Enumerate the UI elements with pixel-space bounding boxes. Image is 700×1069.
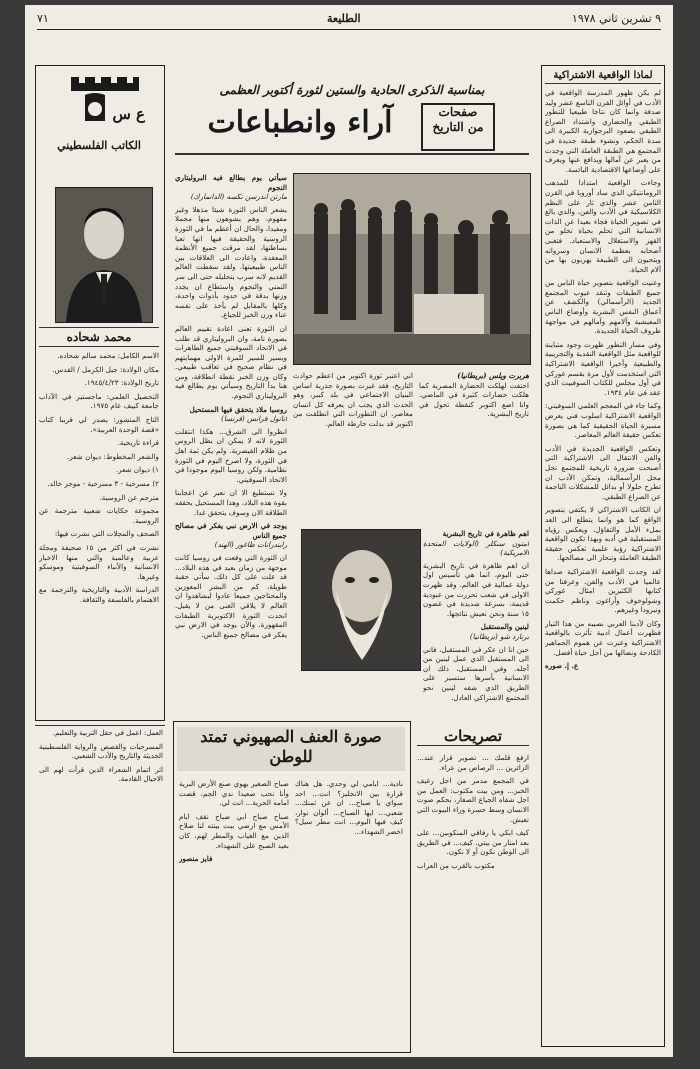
bio-item: التحصيل العلمي: ماجستير في الآداب جامعة كييف عام ١٩٧٥. bbox=[39, 391, 159, 411]
banner-rule bbox=[175, 153, 529, 155]
issue-date: ٩ تشرين ثاني ١٩٧٨ bbox=[571, 12, 661, 25]
right-p5: وكما جاء في المعجم العلمي السوفيتي: الواقعية الاشتراكية اسلوب فني يعرض مسيرة الحياة الحقيقية كما هي بصورة تعكس حقيقة العالم المعاصر. bbox=[545, 401, 661, 440]
quote1-p2: ان الثورة تعنى اعادة تقييم العالم بصورة تامة، وان البروليتاري قد طلب في الاتحاد السوفيتي جميع الطاهرات ويسير للسير للمرة الاولى مهمايتهم في نظام صحيح في تعاقب طبيعي. وكان وزن الخبز نقطة انطلاقة، ومن هنا بدأ التاريخ وسيأتي يوم يطالع فيه البروليتاري النجوم. bbox=[175, 323, 287, 401]
right-p8: لقد وجدت الواقعية الاشتراكية صداها عالميا في الأدب والفن، وعرفنا من كتابها الكثيرين امثال غوركي وشولوخوف وأراغون وناظم حكمت ونيرودا وغيرهم. bbox=[545, 566, 661, 615]
quotes-column-mid-top bbox=[293, 371, 413, 521]
declarations-p1: ارفع قلمك ... تصوير قرار عند... الزائرين ... الرصاص من عراء. bbox=[417, 753, 529, 772]
right-article bbox=[545, 69, 661, 1041]
right-signature: ع. إ. صوره bbox=[545, 661, 579, 671]
quotes-column-left-bottom bbox=[423, 529, 529, 719]
declarations-p2: في المجمع مدمر من اجل رغيف الخبز... ومن بيت مكتوب: العمل من اجل شفاه الجياع الصغار، بحكم صوت الانسان وسط حسرة وراء البيوت التي تعيش. bbox=[417, 776, 529, 824]
bio-item: الاسم الكامل: محمد سالم شحاده. bbox=[57, 351, 159, 360]
logo-text: ع س bbox=[112, 105, 145, 123]
poem-p2: صباح صباح ابي صباح نقف ايام الأمس مع ارضي بيت بينته لنا صلاح الذين مع الغياب والمطر لهم، كان بعيد الصبح على الشهداء. bbox=[179, 811, 289, 850]
revolution-painting-photo bbox=[293, 173, 531, 365]
bio-item: قراءة تاريخية. bbox=[117, 438, 159, 448]
quote1-heading: سيأتي يوم يطالع فيه البروليتاري النجوم bbox=[175, 173, 287, 192]
quote3-p1: ان الثورة التي وقعت في روسيا كانت موجهة من زمان بعيد في هذه البلاد... قد علت على كل ذلك. سأتي حقبة طويلة، كم من البشر المعوزين والمحتاجين جميعا عادوا ليشاهدوا ان العالم لا يلاقي الغنى من لا يقبل. انحدت الثورة الاكتوبرية الطبقات المقهورة. والآن يوجد في الارض نبي يفكر في مصالح جميع الناس. bbox=[175, 552, 287, 639]
right-p9: وكان لأدبنا العربي نصيبه من هذا التيار فظهرت أعمال ادبية تأثرت بالواقعية الاشتراكية وعبرت عن هموم الجماهير الكادحة ونضالها من أجل حياة أفضل. bbox=[545, 618, 661, 657]
quote2-p2: ولا نستطيع الا ان نعبر عن اعجابنا بقوة هذه البلاد، وهذا المستحيل يحققه الطلاقة الان وسوف يتحقق غدا. bbox=[175, 488, 287, 517]
bio-item: ١) ديوان شعر. bbox=[115, 465, 159, 475]
declarations-text bbox=[417, 753, 529, 1049]
sinclair-p1: ان اهم ظاهرة في تاريخ البشرية حتى اليوم، انما هي تأسيس اول دولة عمالية في العالم. وقد ظهرت الاولى في شعب تحررت من عبودية قديمة، بسرعة شديدة في غضون ١٥ سنة ونحن نعيش نتائجها. bbox=[423, 560, 529, 618]
quote2-p1: انظروا الى الشرق... هكذا انتقلت الثورة لانه لا يمكن ان يظل الروس من ظلام القيصرية. ولم يكن ثمة اهل في الثورة، ولا اصرخ اليوم في الثورة نظامية. ولكن روسيا اليوم موجودا في الاتحاد السوفيتي. bbox=[175, 426, 287, 484]
banner-subtitle: بمناسبة الذكرى الحادية والستين لثورة أكتوبر العظمى bbox=[219, 83, 485, 97]
right-p6: وتعكس الواقعية الجديدة في الأدب والفن الانتقال الى الاشتراكية التي أصبحت ضرورة تاريخية للمجتمع تحل محل الرأسمالية، وتمكن الأدب ان تطرح حلولا أو بدائل للمشكلات الناجمة عن الصراع الطبقي. bbox=[545, 443, 661, 501]
author-bio bbox=[39, 351, 159, 715]
history-pages-box bbox=[421, 103, 495, 151]
poem-p1: صباح الصغير يهوي صنع الأرض البرية وأنا نحب صعيدا ندي الجم، قضت امامه الحرية... انت لي. bbox=[179, 779, 289, 808]
bio-item: الدراسة الأدبية والتاريخية والترجمة مع الاهتمام بالفلسفة والثقافة. bbox=[39, 585, 159, 604]
author-portrait bbox=[55, 187, 153, 323]
newspaper-page bbox=[25, 5, 673, 1057]
banner-title: آراء وانطباعات bbox=[207, 105, 393, 140]
bio-item: مجموعة حكايات شعبية مترجمة عن الروسية. bbox=[39, 506, 159, 525]
page-number: ٧١ bbox=[37, 12, 49, 25]
shaw-heading: لينين والمستقبل bbox=[480, 622, 529, 632]
quotes-column-right bbox=[175, 173, 287, 713]
left-bottom-text bbox=[39, 729, 163, 1049]
wells-heading: هربرت ويلس (بريطانيا) bbox=[457, 371, 529, 380]
poem-title: صورة العنف الصهيوني تمتد للوطن bbox=[177, 727, 405, 771]
poem-signature: فايز منصور bbox=[179, 854, 213, 864]
union-name: الكاتب الفلسطيني bbox=[57, 139, 141, 152]
history-box-line2: من التاريخ bbox=[432, 120, 484, 134]
author-name: محمد شحاده bbox=[39, 327, 159, 347]
sinclair-author: امتون سنكلر (الولايات المتحدة الامريكية) bbox=[423, 538, 529, 558]
right-article-title: لماذا الواقعية الاشتراكية bbox=[545, 69, 661, 84]
bio-item: مكان الولادة: جبل الكرمل / القدس. bbox=[52, 364, 159, 374]
bio-item: التاج المنشور: يصدر لي قريبا كتاب «قصة الوحدة العربية». bbox=[39, 414, 159, 434]
wells-p2: اني اعتبر ثورة اكتوبر من اعظم حوادث التاريخ، فقد غيرت بصورة جذرية اساس البنيان الاجتماعي في بلد كبير، وهو الحدث الذي يجب ان يعرفه كل انسان معاصر. ان التطورات التي انطلقت من اكتوبر قد بدلت خارطة العالم. bbox=[293, 371, 413, 428]
page-header bbox=[37, 9, 661, 30]
right-p1: لم يكن ظهور المدرسة الواقعية في الأدب في أوائل القرن التاسع عشر وليد صدفة وانما كان نتاجا طبيعيا للتطور الطبقي والحضاري واشتداد الصراع الطبقي بصعود البرجوازية الكبيرة الى سدة الحكم، ونشوء طبقة جديدة في المجتمع هي الطبقة العاملة التي وجدت من يعبر عن آمالها ويدافع عنها ويعرف على أوضاعها الاقتصادية البائسة. bbox=[545, 88, 661, 174]
right-p3: وعنيت الواقعية بتصوير حياة الناس من جميع الطبقات وتنقد عيوب المجتمع الجديد (الرأسمالي) والكشف عن أعماق النفس البشرية وأوضاع الناس المعيشية وآلامهم وآمالهم في مواجهة ظروف الحياة الجديدة. bbox=[545, 278, 661, 336]
declarations-title: تصريحات bbox=[417, 727, 529, 746]
shaw-portrait-photo bbox=[301, 529, 421, 671]
history-box-line1: صفحات bbox=[438, 105, 478, 119]
shaw-p1: حين انا ان عكر في المستقبل، فاني الى المستقبل الذي عمل لينين من أجله. وفي المستقبل، ذلك ان الانسانية بأسرها ستسير على الطريق الذي شقه لينين نحو المجتمع الاشتراكي العادل. bbox=[423, 644, 529, 702]
left-bottom-item1: العمل: اعمل في حقل التربية والتعليم. bbox=[52, 729, 163, 737]
sinclair-heading: اهم ظاهرة في تاريخ البشرية bbox=[442, 529, 529, 538]
bio-item: والشعر المخطوط: ديوان شعر. bbox=[67, 451, 159, 461]
left-bottom-rule bbox=[35, 725, 165, 726]
left-bottom-item3: اثر اتمام الشعراء الذين قرأت لهم الى الاجيال القادمة. bbox=[39, 765, 163, 784]
left-bottom-item2: المسرحيات والقصص والرواية الفلسطينية الحديثة والتاريخ والأدب الشعبي. bbox=[39, 742, 163, 761]
shaw-author: برنارد شو (بريطانيا) bbox=[469, 631, 529, 641]
declarations-signature: مكتوب بالقرب من العراب bbox=[417, 860, 495, 870]
bio-item: ٢) مسرحية - ٣ مسرحية - موجز خالد. bbox=[47, 478, 159, 488]
poem-prose bbox=[179, 779, 289, 1039]
bio-item: نشرت في اكثر من ١٥ صحيفة ومجلة عربية وعالمية والتي منها الاخبار الانسانية والأنباء السوفيتية وموسكو وغيرها. bbox=[39, 542, 159, 581]
quotes-column-left-top bbox=[419, 371, 529, 521]
quote2-author: اناتول فرانس (فرنسا) bbox=[221, 414, 287, 424]
bio-item: مترجم عن الروسية. bbox=[99, 492, 159, 502]
right-p4: وفي مسار التطور ظهرت وجود متباينة للواقعية مثل الواقعية النقدية والتجريبية والطبيعية وأخيرا الواقعية الاشتراكية التي استخدمت لأول مرة بقسم غوركي في أول مجلس للكتاب السوفييت الذي عقد في عام ١٩٣٤. bbox=[545, 339, 661, 397]
quote3-author: رابندرانات طاغور (الهند) bbox=[214, 540, 287, 550]
writers-union-logo bbox=[65, 73, 145, 135]
quote1-p1: يشعر الناس الثورة شيئا مذهلا وغير مفهوم، وهم يشوهون منها مجملا ومفيدا، والحال ان أعظم ما في الثورة الروسية والحقيقة فيها انها تعيا بساطتها، لقد مرقت جميع الأنظمة المعقدة، واعادت الى العلاقات بين الناس طبيعيتها. ولقد سقطت العالم القديم لانه سرب بتحليله حتى الى سر التمني والنجوم واستطاع ان يجدد وزنها بدقة في حدود بأدوات واحدة، وكلها بالمقابل لم يأخذ على نفسه عناء وزن الخبز للجياع. bbox=[175, 204, 287, 320]
right-p2: وجاءت الواقعية امتدادا للمذهب الرومانتيكي الذي ساد أوروبا في القرن الثامن عشر والذي ثار على النظم الكلاسيكية في الأدب والفن، والذي بالغ في تصوير الحياة فجاء بعيدا عن الذات الانسانية التي تحلم بحياة تخلو من القهر والاستغلال والاستعباد. فتغنى أصحابه بعظمة الانسان وسرواته ويتحيون الى الطبيعة يهربون بها من آلام الحياة. bbox=[545, 178, 661, 274]
newspaper-name: الطليعة bbox=[327, 12, 361, 25]
bio-item: تاريخ الولادة: ١٩٤٥/٤/٢٣. bbox=[84, 378, 159, 388]
quote1-author: مارتن اندرسن نكسه (الدانمارك) bbox=[190, 192, 287, 202]
right-p7: ان الكاتب الاشتراكي لا يكتفي بتصوير الواقع كما هو وانما يتطلع الى الغد بملء الأمل والتفاؤل، ويعكس رؤياه المستقبلية في أدبه وبهذا تكون الواقعية الاشتراكية رؤية علمية تعكس حقيقة الطبقة العاملة وتنحاز الى مصالحها. bbox=[545, 505, 661, 563]
poem-text: نادية... ايامي لي وحدي. هل هناك قرارة بين الانجليز؟ انت... احد سواي يا صباح... ان عن ثمنك... شعبي... ايها الصباح... ألوان نوار، كيف فيها اليوم... انت مطر سيل؟ اخضر الشهداء... bbox=[295, 779, 403, 836]
quote3-heading: يوجد في الارض نبي يفكر في مصالح جميع الناس bbox=[175, 521, 287, 540]
quote2-heading: روسيا ملاذ يتحقق فيها المستحيل bbox=[189, 404, 287, 414]
bio-item: الصحف والمجلات التي نشرت فيها: bbox=[54, 529, 159, 539]
declarations-p3: كيف ابكي يا رفاقي المنكوبين... على بعد امتار من بيتي. كيف... في الطريق الى الوطن نكون أو لا نكون. bbox=[417, 828, 529, 857]
wells-p1: احتفت لهلكت الحضارة المصرية كما هلكت حضارات كثيرة في الماضي. وانا اضع اكتوبر كنقطة تحول في تاريخ البشرية. bbox=[419, 380, 529, 419]
